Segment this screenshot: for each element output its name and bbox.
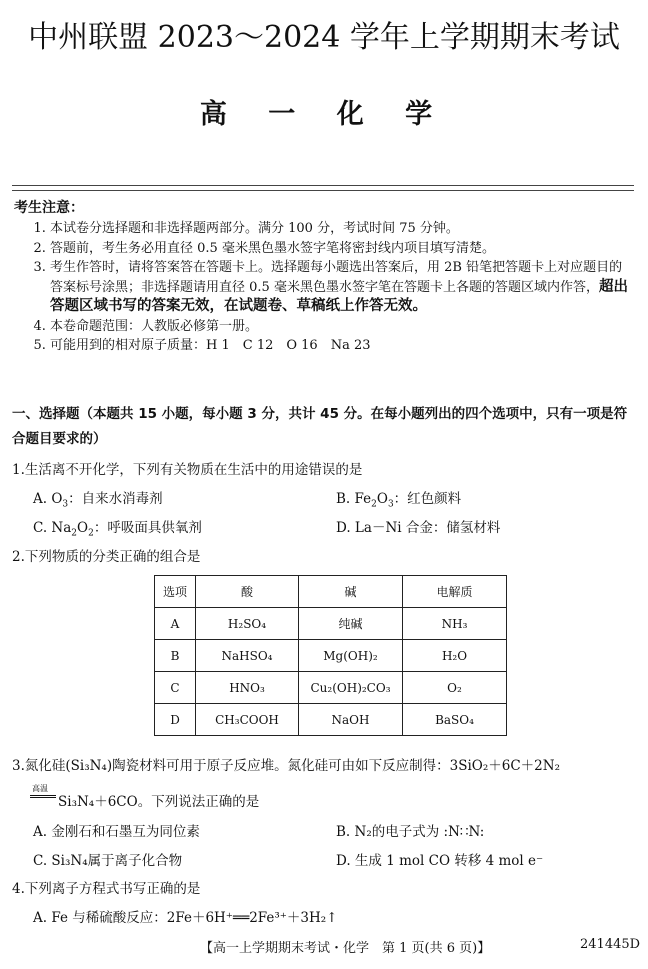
notice-item: 3. 考生作答时，请将答案答在答题卡上。选择题每小题选出答案后，用 2B 铅笔把答题卡上对应题目的答案标号涂黑；非选择题请用直径 0.5 毫米黑色墨水签字笔在答题卡上各题的答题区域内作答，超出答题区域书写的答案无效，在试题卷、草稿纸上作答无效。 (50, 258, 634, 317)
table-row (155, 704, 507, 736)
footer-code: 241445D (580, 937, 641, 952)
option-b: B. $Fe_2O_3$：红色颜料 (336, 491, 462, 510)
exam-title: 中州联盟 2023～2024 学年上学期期末考试 (28, 20, 620, 55)
notice-emphasis: 超出答题区域书写的答案无效，在试题卷、草稿纸上作答无效。 (50, 278, 628, 314)
table-row (155, 640, 507, 672)
divider (12, 190, 634, 191)
table-cell: Cu₂(OH)₂CO₃ (299, 672, 403, 704)
option-a: A. 金刚石和石墨互为同位素 (33, 824, 200, 840)
classification-table (154, 575, 507, 736)
question-stem: 2.下列物质的分类正确的组合是 (12, 549, 201, 565)
notice-item: 2. 答题前，考生务必用直径 0.5 毫米黑色墨水签字笔将密封线内项目填写清楚。 (50, 239, 634, 259)
reaction-condition: 高温 (32, 784, 48, 793)
table-cell: H₂O (403, 640, 507, 672)
question-stem: 1.生活离不开化学，下列有关物质在生活中的用途错误的是 (12, 462, 363, 478)
table-cell: A (155, 608, 196, 640)
option-c: C. Si₃N₄属于离子化合物 (33, 853, 183, 869)
table-header: 碱 (299, 576, 403, 608)
reaction-arrow (30, 795, 56, 798)
table-header: 酸 (196, 576, 299, 608)
table-cell: BaSO₄ (403, 704, 507, 736)
question-stem-continued: Si₃N₄＋6CO。下列说法正确的是 (58, 794, 260, 810)
table-row (155, 672, 507, 704)
option-c: C. $Na_2O_2$：呼吸面具供氧剂 (33, 520, 202, 539)
table-cell: NaHSO₄ (196, 640, 299, 672)
question-stem: 3.氮化硅(Si₃N₄)陶瓷材料可用于原子反应堆。氮化硅可由如下反应制得：3SiO₂＋6C＋2N₂ (12, 758, 560, 774)
table-cell: HNO₃ (196, 672, 299, 704)
option-d: D. 生成 1 mol CO 转移 4 mol e⁻ (336, 853, 544, 869)
table-header: 选项 (155, 576, 196, 608)
table-row (155, 608, 507, 640)
option-a: A. $O_3$：自来水消毒剂 (33, 491, 163, 510)
footer-page-info: 【高一上学期期末考试・化学 第 1 页(共 6 页)】 (200, 941, 491, 956)
table-cell: H₂SO₄ (196, 608, 299, 640)
divider (12, 185, 634, 186)
table-header: 电解质 (403, 576, 507, 608)
option-b: B. N₂的电子式为 :N∷N: (336, 824, 485, 840)
notice-item: 1. 本试卷分选择题和非选择题两部分。满分 100 分，考试时间 75 分钟。 (50, 219, 634, 239)
table-cell: CH₃COOH (196, 704, 299, 736)
subject-title: 高 一 化 学 (199, 99, 449, 130)
section-heading: 一、选择题（本题共 15 小题，每小题 3 分，共计 45 分。在每小题列出的四个选项中，只有一项是符合题目要求的） (12, 406, 628, 447)
notice-heading: 考生注意： (14, 200, 84, 216)
table-cell: B (155, 640, 196, 672)
table-cell: NH₃ (403, 608, 507, 640)
table-cell: D (155, 704, 196, 736)
notice-item: 5. 可能用到的相对原子质量：H 1 C 12 O 16 Na 23 (50, 336, 634, 356)
table-cell: Mg(OH)₂ (299, 640, 403, 672)
table-cell: O₂ (403, 672, 507, 704)
table-cell: NaOH (299, 704, 403, 736)
candidate-notice (14, 197, 634, 356)
table-cell: 纯碱 (299, 608, 403, 640)
notice-item: 4. 本卷命题范围：人教版必修第一册。 (50, 317, 634, 337)
table-cell: C (155, 672, 196, 704)
question-stem: 4.下列离子方程式书写正确的是 (12, 881, 201, 897)
option-a: A. Fe 与稀硫酸反应：2Fe＋6H⁺══2Fe³⁺＋3H₂↑ (33, 910, 338, 926)
option-d: D. La－Ni 合金：储氢材料 (336, 520, 501, 536)
table-header-row (155, 576, 507, 608)
